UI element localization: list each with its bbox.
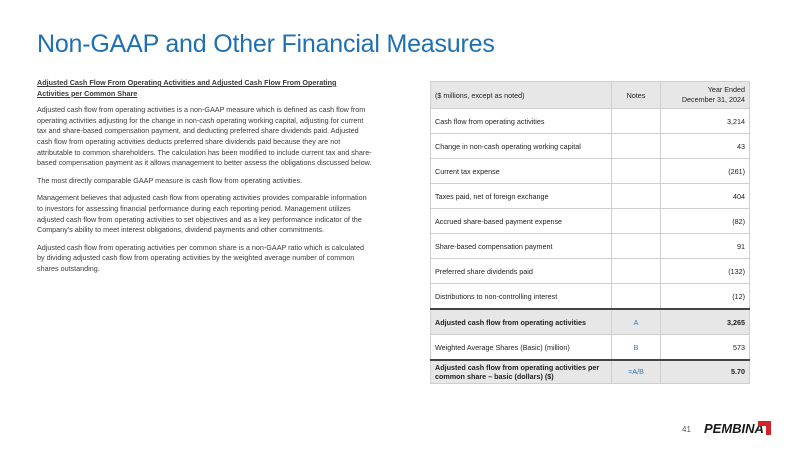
header-year-line2: December 31, 2024 [681,95,745,104]
row-label: Distributions to non-controlling interest [431,284,612,310]
paragraph-management: Management believes that adjusted cash flow from operating activities provides comparable information to investors for assessing financial performance during each reporting period. Management utilizes adjusted cash flow from operating activities to set objectives and as a key performance indicator of the Company's ability to meet interest obligations, dividend payments and other commitments. [37,193,367,235]
row-note: A [612,309,661,335]
row-label: Share-based compensation payment [431,234,612,259]
row-value: 3,265 [661,309,750,335]
table-row [431,109,750,134]
table-row [431,234,750,259]
row-value: (12) [661,284,750,310]
table-header-row [431,82,750,109]
row-value: 573 [661,335,750,361]
row-value: (261) [661,159,750,184]
row-note [612,184,661,209]
row-note [612,234,661,259]
header-year-line1: Year Ended [707,85,745,94]
text-column [37,78,372,282]
row-note [612,159,661,184]
row-note: =A/B [612,360,661,384]
row-label: Accrued share-based payment expense [431,209,612,234]
row-label: Taxes paid, net of foreign exchange [431,184,612,209]
row-label: Adjusted cash flow from operating activities per common share – basic (dollars) ($) [431,360,612,384]
paragraph-definition: Adjusted cash flow from operating activities is a non-GAAP measure which is defined as cash flow from operating activities adjusting for the change in non-cash operating working capital, adjusting for current tax and share-based compensation payment, and deducting preferred share dividends paid. Adjusted cash flow from operating activities deducts preferred share dividends paid because they are not attributable to common shareholders. The calculation has been modified to include current tax and share-based compensation payment as it allows management to better assess the obligations discussed below. [37,105,372,168]
table-row [431,259,750,284]
row-label: Adjusted cash flow from operating activities [431,309,612,335]
page-number: 41 [682,425,691,434]
section-heading-line1: Adjusted Cash Flow From Operating Activities and Adjusted Cash Flow From Operating [37,78,337,87]
table-row-subtotal [431,309,750,335]
row-note: B [612,335,661,361]
section-heading-line2: Activities per Common Share [37,88,138,98]
row-label: Change in non-cash operating working capital [431,134,612,159]
header-label: ($ millions, except as noted) [431,82,612,109]
row-value: 404 [661,184,750,209]
pembina-logo [704,418,772,438]
paragraph-per-share: Adjusted cash flow from operating activities per common share is a non-GAAP ratio which is calculated by dividing adjusted cash flow from operating activities by the weighted average number of common shares outstanding. [37,242,365,273]
row-note [612,109,661,134]
header-year [661,82,750,109]
row-label: Cash flow from operating activities [431,109,612,134]
logo-wordmark: PEMBINA [704,421,764,436]
financial-table [430,81,750,384]
row-note [612,284,661,310]
row-note [612,134,661,159]
row-value: (132) [661,259,750,284]
table-row [431,134,750,159]
table-row [431,159,750,184]
table-row-total [431,360,750,384]
paragraph-gaap-comparison: The most directly comparable GAAP measure is cash flow from operating activities. [37,175,303,185]
row-value: 43 [661,134,750,159]
table-row [431,209,750,234]
row-label: Preferred share dividends paid [431,259,612,284]
row-value: (82) [661,209,750,234]
row-label: Weighted Average Shares (Basic) (million) [431,335,612,361]
row-note [612,259,661,284]
page-title: Non-GAAP and Other Financial Measures [37,30,495,58]
header-notes: Notes [612,82,661,109]
row-value: 91 [661,234,750,259]
table-row [431,284,750,310]
table-row [431,184,750,209]
section-heading [37,78,372,99]
row-label: Current tax expense [431,159,612,184]
row-note [612,209,661,234]
table-row [431,335,750,361]
row-value: 5.70 [661,360,750,384]
row-value: 3,214 [661,109,750,134]
